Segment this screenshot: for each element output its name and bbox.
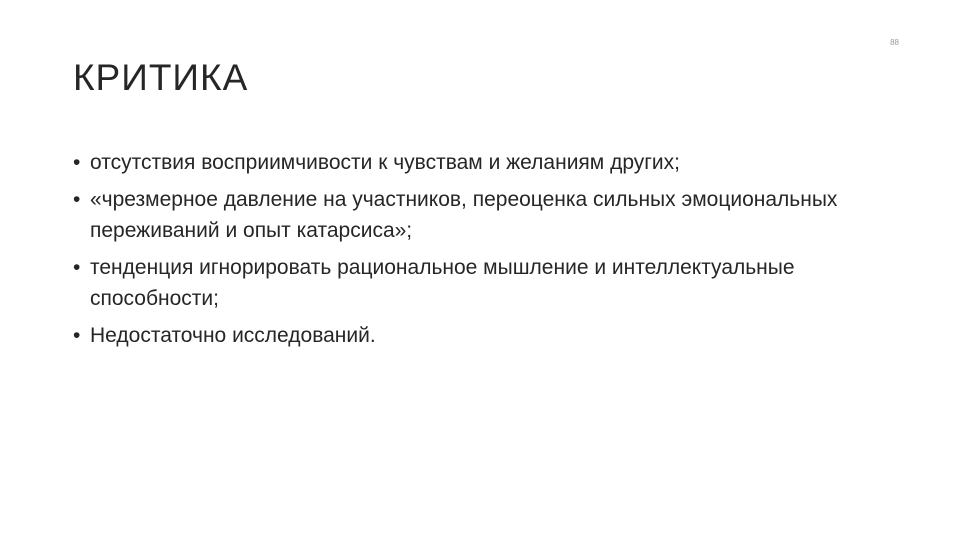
bullet-text: «чрезмерное давление на участников, переоценка сильных эмоциональных переживаний и опыт катарсиса»;: [90, 188, 838, 242]
bullet-text: тенденция игнорировать рациональное мышление и интеллектуальные способности;: [90, 256, 795, 310]
slide-title: КРИТИКА: [73, 57, 249, 98]
bullet-item: [73, 320, 853, 351]
bullet-icon: •: [73, 256, 81, 279]
bullet-text: отсутствия восприимчивости к чувствам и желаниям других;: [90, 151, 680, 174]
bullet-list: [73, 147, 853, 357]
bullet-text: Недостаточно исследований.: [90, 324, 376, 347]
bullet-item: [73, 252, 853, 314]
bullet-icon: •: [73, 324, 81, 347]
bullet-icon: •: [73, 151, 81, 174]
bullet-item: [73, 147, 853, 178]
slide-number: 88: [890, 38, 899, 47]
bullet-item: [73, 184, 853, 246]
bullet-icon: •: [73, 188, 81, 211]
